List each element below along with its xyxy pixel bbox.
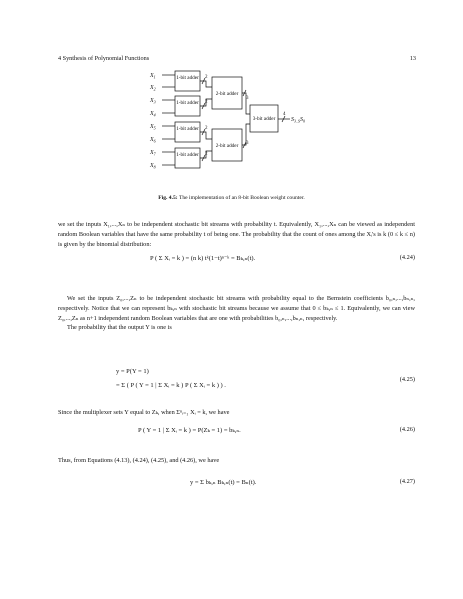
input-x5: $X_5$	[150, 124, 156, 131]
one-bit-adder-1	[175, 71, 200, 91]
bus-width: 2	[205, 100, 208, 105]
equation-4-24: P ( Σ Xᵢ = k ) = (n k) tᵏ(1−t)ⁿ⁻ᵏ = Bₖ,ₙ(t). (4.24)	[150, 254, 415, 262]
adder-label: 3-bit adder	[252, 116, 276, 122]
page-number: 13	[409, 55, 416, 62]
bus-width: 2	[205, 75, 208, 80]
input-x6: $X_6$	[150, 137, 156, 144]
bus-width: 2	[205, 152, 208, 157]
adder-label: 1-bit adder	[176, 126, 199, 132]
adder-label: 1-bit adder	[176, 152, 199, 158]
weight-counter-diagram	[0, 0, 463, 200]
one-bit-adder-3	[175, 122, 200, 142]
adder-label: 1-bit adder	[176, 100, 199, 106]
equation-4-25: y = P(Y = 1) = Σ ( P ( Y = 1 | Σ Xᵢ = k ) P ( Σ Xᵢ = k ) ) . (4.25)	[116, 368, 415, 389]
bus-width: 2	[205, 126, 208, 131]
adder-label: 2-bit adder	[215, 91, 239, 97]
figure-caption: Fig. 4.5: The implementation of an 8-bit Boolean weight counter.	[158, 195, 305, 201]
bus-width: 3	[246, 141, 249, 146]
input-x3: $X_3$	[150, 98, 156, 105]
paragraph: Since the multiplexer sets Y equal to Zₖ, when Σⁿᵢ₌₁ Xᵢ = k, we have	[58, 409, 230, 416]
paragraph: we set the inputs X₁,...,Xₙ to be independent stochastic bit streams with probability t. Equivalently, X₁,...,Xₙ can be viewed as independent random Boolean variables that have the same probability t of being one. The probability that the count of ones among the Xᵢ's is k (0 ≤ k ≤ n) is given by the binomial distribution:	[58, 221, 415, 248]
bus-width: 3	[246, 96, 249, 101]
adder-label: 1-bit adder	[176, 75, 199, 81]
running-header: 4 Synthesis of Polynomial Functions	[58, 55, 150, 62]
equation-4-27: y = Σ bₖ,ₙ Bₖ,ₙ(t) = Bₙ(t). (4.27)	[190, 478, 415, 486]
one-bit-adder-2	[175, 96, 200, 116]
input-x8: $X_8$	[150, 163, 156, 170]
paragraph: Thus, from Equations (4.13), (4.24), (4.25), and (4.26), we have	[58, 457, 220, 464]
input-x7: $X_7$	[150, 150, 156, 157]
bus-width: 4	[283, 112, 286, 117]
equation-4-26: P ( Y = 1 | Σ Xᵢ = k ) = P(Zₖ = 1) = bₖ,ₙ. (4.26)	[138, 426, 415, 434]
paragraph: We set the inputs Z₀,...,Zₙ to be independent stochastic bit streams with probability equal to the Bernstein coefficients b₀,ₙ,...,bₙ,ₙ, respectively. Notice that we can represent bₖ,ₙ with stochastic bit streams because we assume that 0 ≤ bₖ,ₙ ≤ 1. Equivalently, we can view Z₀,...,Zₙ as n+1 independent random Boolean variables that are one with probabilities b₀,ₙ,...,bₙ,ₙ, respectively. The probability that the output Y is one is	[58, 295, 415, 332]
input-x4: $X_4$	[150, 111, 156, 118]
adder-label: 2-bit adder	[215, 143, 239, 149]
input-x1: $X_1$	[150, 73, 156, 80]
output-label: $S_{3..S}S_0$	[291, 117, 305, 124]
input-x2: $X_2$	[150, 85, 156, 92]
one-bit-adder-4	[175, 148, 200, 168]
